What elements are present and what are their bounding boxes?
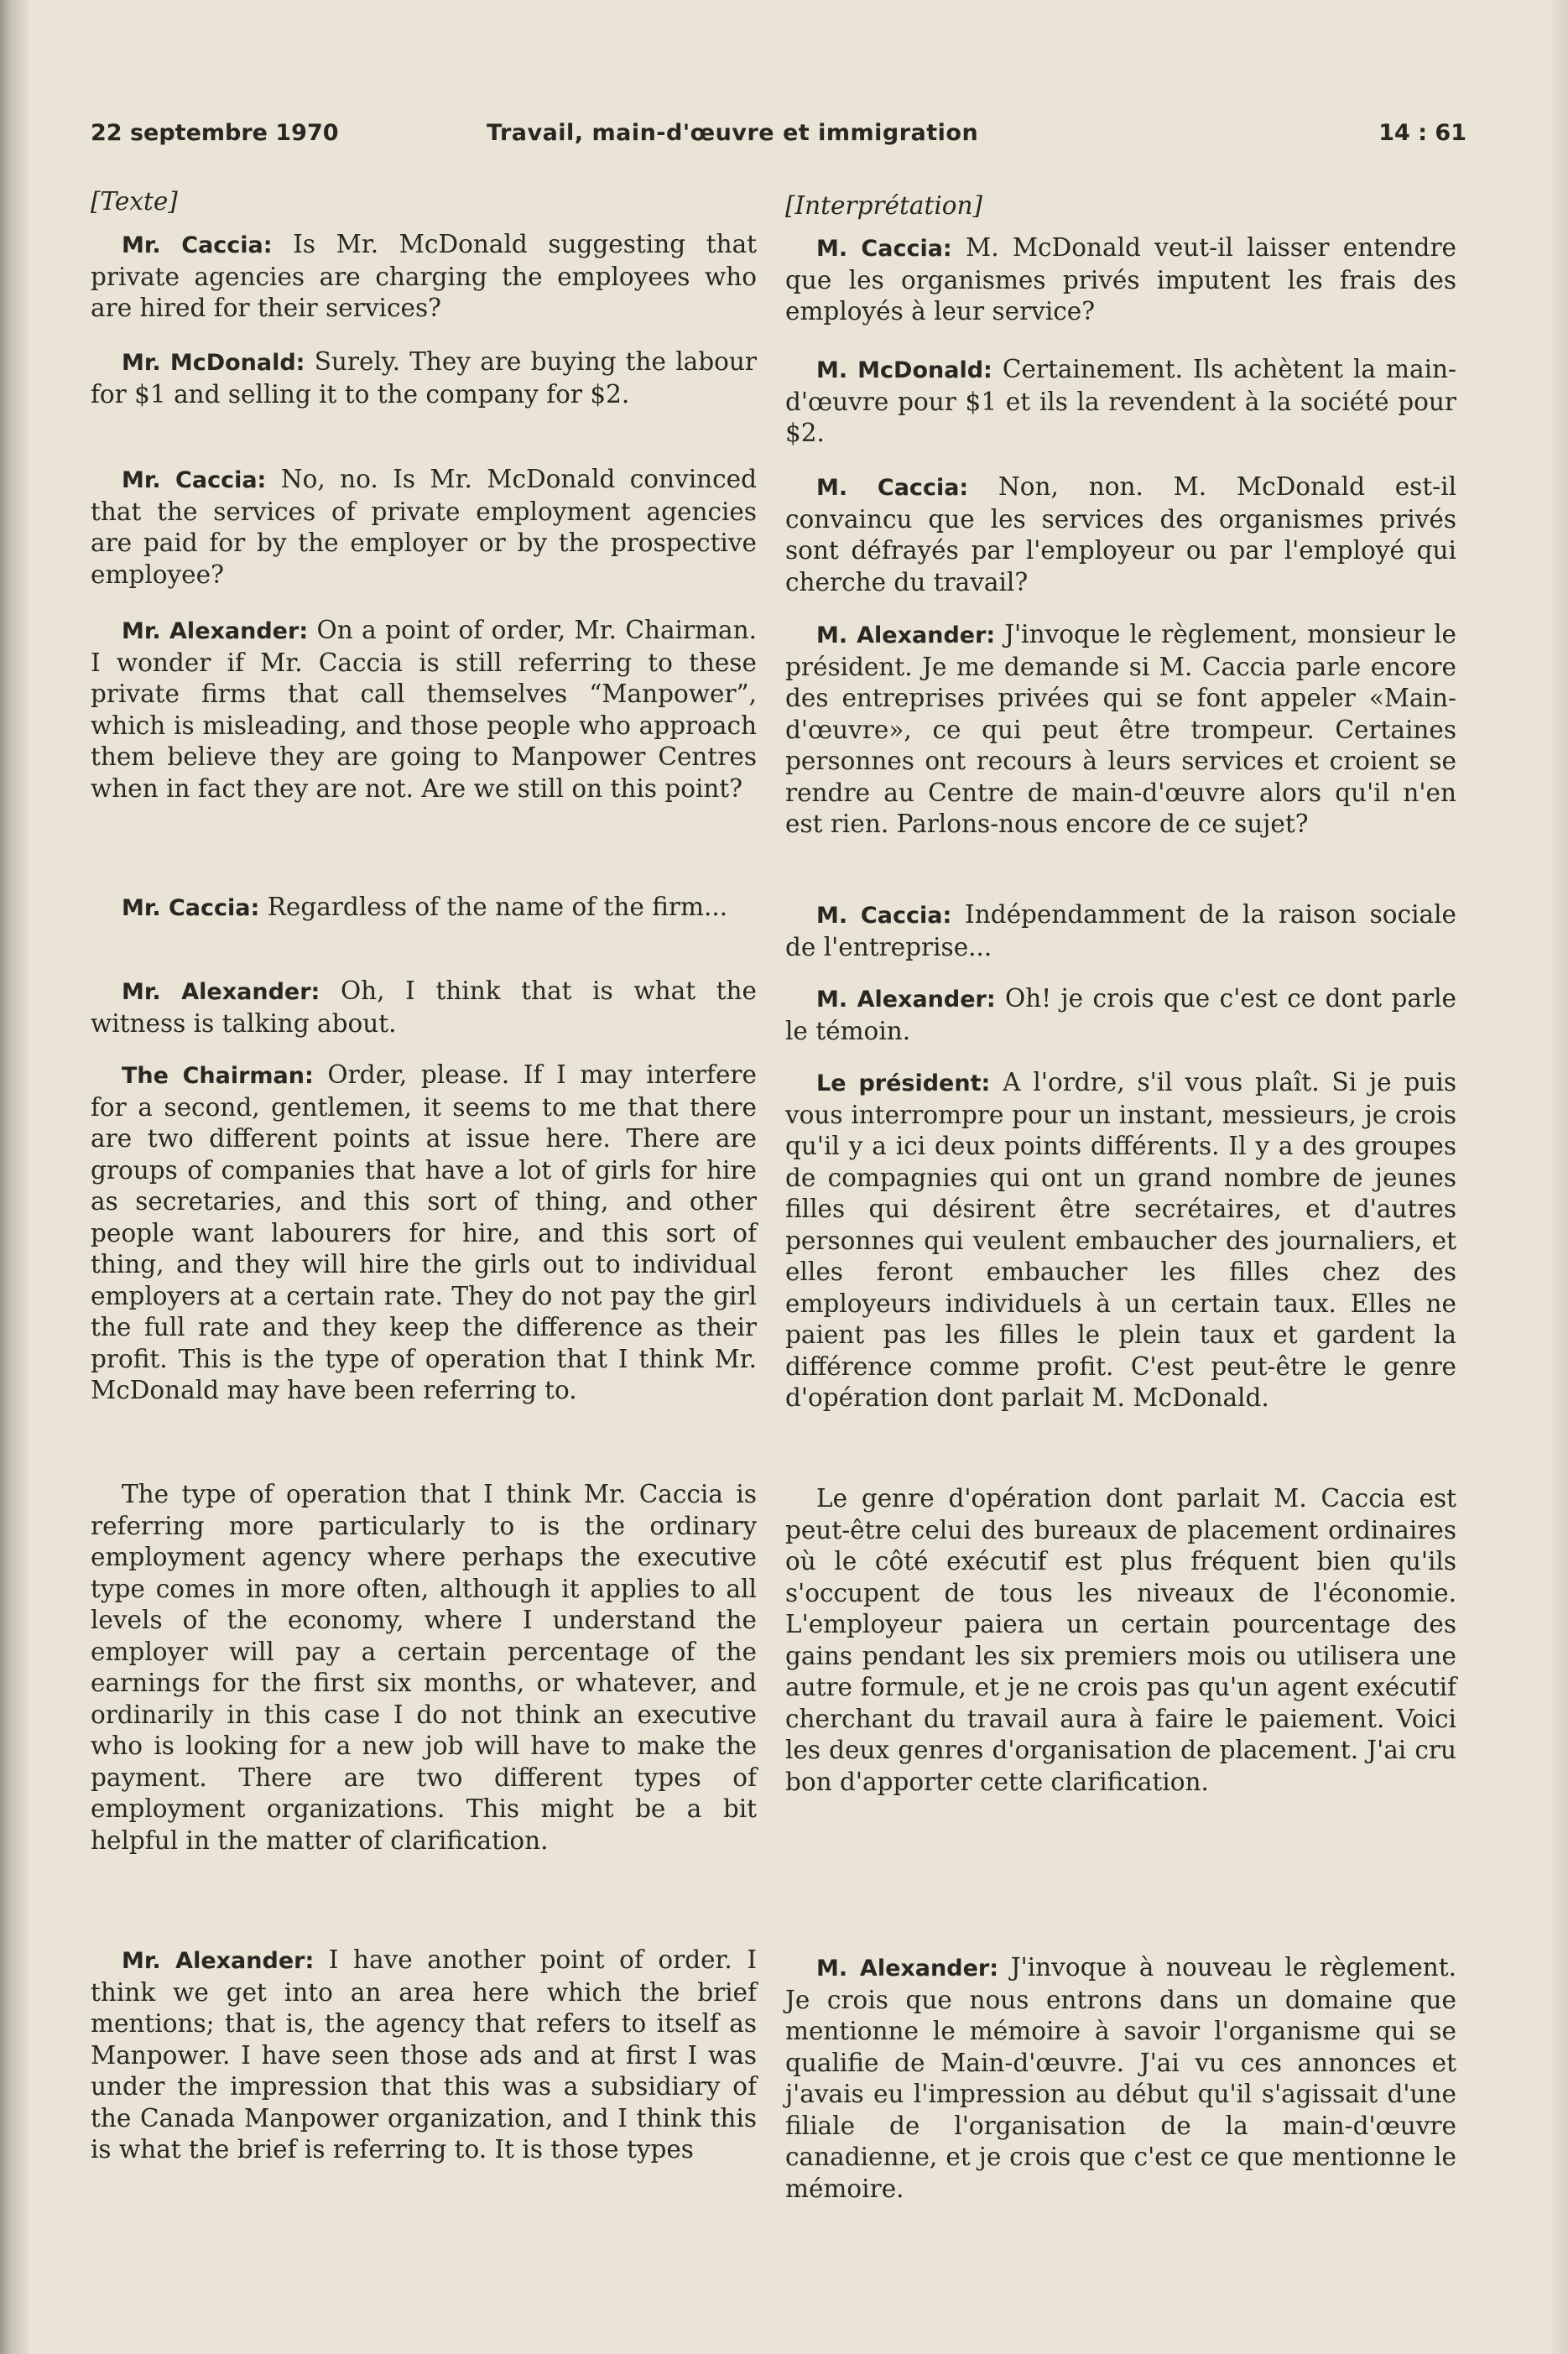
speaker-name: M. Caccia: xyxy=(816,903,952,929)
speaker-name: Mr. Caccia: xyxy=(122,467,267,493)
speaker-name: M. Alexander: xyxy=(816,987,996,1013)
paragraph-text: I have another point of order. I think we get into an area here which the brief mentions; that is, the agency that refers to itself as Manpower. I have seen those ads and at first I was under the impression that this was a subsidiary of the Canada Manpower organization, and I think this is what the brief is referring to. It is those types xyxy=(91,1945,757,2164)
speaker-name: Le président: xyxy=(816,1070,991,1096)
page-binding-shadow xyxy=(0,0,29,2354)
speaker-name: Mr. Alexander: xyxy=(122,979,320,1005)
paragraph-text: Is Mr. McDonald suggesting that private agencies are charging the employees who are hired for their services? xyxy=(91,230,758,322)
paragraph xyxy=(91,346,757,410)
speaker-name: Mr. Caccia: xyxy=(122,895,260,921)
paragraph-text: J'invoque à nouveau le règlement. Je crois que nous entrons dans un domaine que mentionne le mémoire à savoir l'organisme qui se qualifie de Main-d'œuvre. J'ai vu ces annonces et j'avais eu l'impression au début qu'il s'agissait d'une filiale de l'organisation de la main-d'œuvre canadienne, et je crois que c'est ce que mentionne le mémoire. xyxy=(785,1953,1456,2203)
speaker-name: The Chairman: xyxy=(122,1063,314,1089)
speaker-name: Mr. McDonald: xyxy=(122,350,305,376)
speaker-name: M. McDonald: xyxy=(816,357,992,383)
paragraph xyxy=(91,1945,757,2166)
paragraph xyxy=(785,983,1456,1047)
paragraph-text: Regardless of the name of the firm... xyxy=(259,893,728,921)
speaker-name: M. Caccia: xyxy=(816,236,952,262)
paragraph-text: Oh, I think that is what the witness is talking about. xyxy=(91,976,757,1038)
paragraph-text: Indépendamment de la raison sociale de l'entreprise... xyxy=(785,900,1456,961)
paragraph xyxy=(785,232,1456,328)
speaker-name: M. Alexander: xyxy=(816,622,996,648)
paragraph xyxy=(785,1067,1456,1414)
section-label: [Texte] xyxy=(91,187,178,216)
speaker-name: Mr. Alexander: xyxy=(122,618,309,644)
paragraph xyxy=(91,1060,757,1407)
paragraph-text: Surely. They are buying the labour for $1 and selling it to the company for $2. xyxy=(91,347,757,409)
paragraph xyxy=(785,619,1456,841)
speaker-name: M. Alexander: xyxy=(816,1956,998,1982)
paragraph-text: No, no. Is Mr. McDonald convinced that the services of private employment agencies are paid for by the employer or by the prospective employee? xyxy=(91,465,757,589)
paragraph-text: M. McDonald veut-il laisser entendre que les organismes privés imputent les frais des employés à leur service? xyxy=(785,233,1456,325)
page-edge-shadow xyxy=(1550,0,1568,2354)
paragraph xyxy=(91,976,757,1039)
paragraph-text: J'invoque le règlement, monsieur le président. Je me demande si M. Caccia parle encore des entreprises privées qui se font appeler «Main-d'œuvre», ce qui peut être trompeur. Certaines personnes ont recours à leurs services et croient se rendre au Centre de main-d'œuvre alors qu'il n'en est rien. Parlons-nous encore de ce sujet? xyxy=(785,620,1456,838)
paragraph-text: Order, please. If I may interfere for a second, gentlemen, it seems to me that there are two different points at issue here. There are groups of companies that have a lot of girls for hire as secretaries, and this sort of thing, and other people want labourers for hire, and this sort of thing, and they will hire the girls out to individual employers at a certain rate. They do not pay the girl the full rate and they keep the difference as their profit. This is the type of operation that I think Mr. McDonald may have been referring to. xyxy=(91,1060,757,1404)
running-header xyxy=(91,120,1466,154)
speaker-name: Mr. Caccia: xyxy=(122,232,273,258)
section-label: [Interprétation] xyxy=(785,191,983,220)
paragraph xyxy=(91,615,757,805)
paragraph-text: Non, non. M. McDonald est-il convaincu que les services des organismes privés sont défrayés par l'employeur ou par l'employé qui cherche du travail? xyxy=(785,472,1457,596)
paragraph: The type of operation that I think Mr. Caccia is referring more particularly to is the ordinary employment agency where perhaps the executive type comes in more often, although it applies to all levels of the economy, where I understand the employer will pay a certain percentage of the earnings for the first six months, or whatever, and ordinarily in this case I do not think an executive who is looking for a new job will have to make the payment. There are two different types of employment organizations. This might be a bit helpful in the matter of clarification. xyxy=(91,1480,757,1855)
paragraph xyxy=(91,892,757,924)
paragraph-text: A l'ordre, s'il vous plaît. Si je puis vous interrompre pour un instant, messieurs, je crois qu'il y a ici deux points différents. Il y a des groupes de compagnies qui ont un grand nombre de jeunes filles qui désirent être secrétaires, et d'autres personnes qui veulent embaucher des journaliers, et elles feront embaucher les filles chez des employeurs individuels à un certain taux. Elles ne paient pas les filles le plein taux et gardent la différence comme profit. C'est peut-être le genre d'opération dont parlait M. McDonald. xyxy=(785,1068,1457,1412)
paragraph xyxy=(785,471,1456,598)
paragraph xyxy=(785,899,1456,963)
paragraph-text: Oh! je crois que c'est ce dont parle le témoin. xyxy=(785,984,1456,1045)
paragraph-text: Certainement. Ils achètent la main-d'œuvre pour $1 et ils la revendent à la société pour $2. xyxy=(785,355,1456,447)
paragraph-text: On a point of order, Mr. Chairman. I wonder if Mr. Caccia is still referring to these private firms that call themselves “Manpower”, which is misleading, and those people who approach them believe they are going to Manpower Centres when in fact they are not. Are we still on this point? xyxy=(91,616,758,803)
paragraph: Le genre d'opération dont parlait M. Caccia est peut-être celui des bureaux de placement ordinaires où le côté exécutif est plus fréquent bien qu'ils s'occupent de tous les niveaux de l'économie. L'employeur paiera un certain pourcentage des gains pendant les six premiers mois ou utilisera une autre formule, et je ne crois pas qu'un agent exécutif cherchant du travail aura à faire le paiement. Voici les deux genres d'organisation de placement. J'ai cru bon d'apporter cette clarification. xyxy=(785,1484,1456,1796)
header-date: 22 septembre 1970 xyxy=(91,120,339,146)
paragraph xyxy=(785,1952,1456,2205)
header-page-number: 14 : 61 xyxy=(1378,120,1466,146)
speaker-name: Mr. Alexander: xyxy=(122,1948,315,1974)
header-title: Travail, main-d'œuvre et immigration xyxy=(487,120,979,146)
paragraph xyxy=(785,354,1456,450)
speaker-name: M. Caccia: xyxy=(816,475,969,501)
paragraph xyxy=(91,464,757,591)
paragraph xyxy=(91,229,757,325)
